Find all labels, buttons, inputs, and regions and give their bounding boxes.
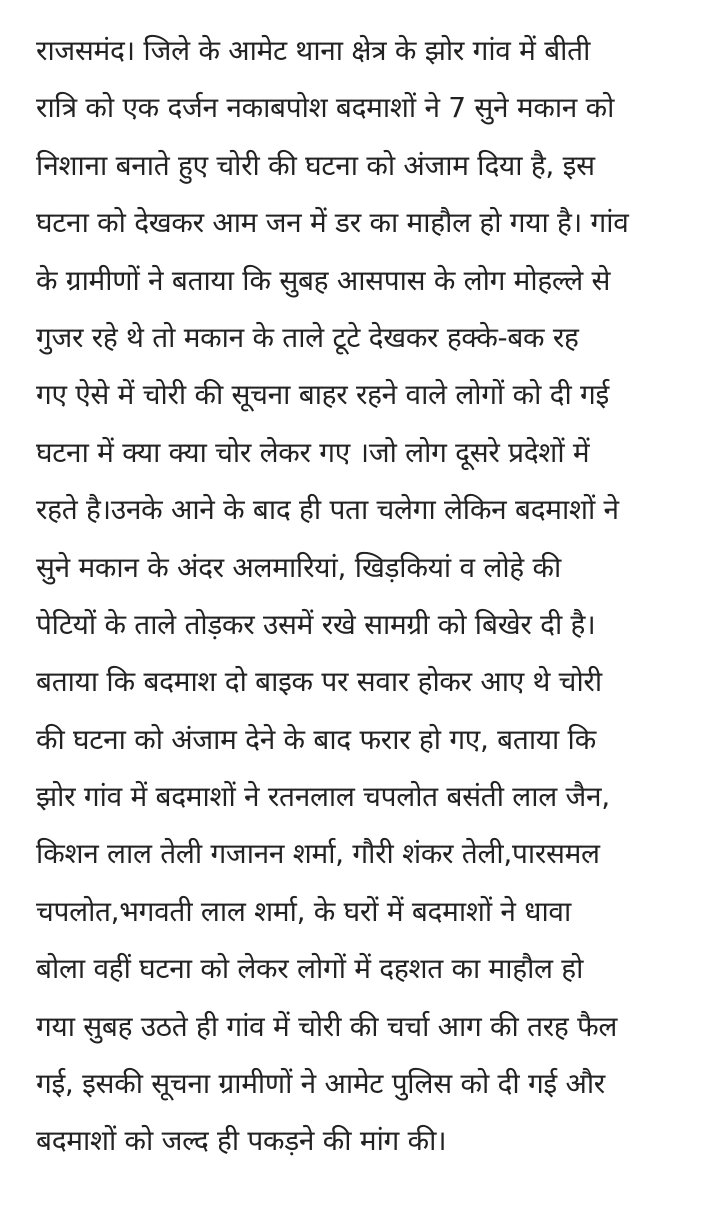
article-line: बताया कि बदमाश दो बाइक पर सवार होकर आए थे चोरी	[36, 665, 602, 699]
article-line: की घटना को अंजाम देने के बाद फरार हो गए, बताया कि	[36, 722, 597, 756]
article-line: रहते है।उनके आने के बाद ही पता चलेगा लेकिन बदमाशों ने	[36, 493, 619, 527]
article-line: राजसमंद। जिले के आमेट थाना क्षेत्र के झोर गांव में बीती	[36, 34, 591, 67]
article-line: गई, इसकी सूचना ग्रामीणों ने आमेट पुलिस को दी गई और	[36, 1067, 605, 1101]
article-line: गया सुबह उठते ही गांव में चोरी की चर्चा आग की तरह फैल	[36, 1009, 618, 1043]
article-line: रात्रि को एक दर्जन नकाबपोश बदमाशों ने 7 सुने मकान को	[36, 91, 615, 125]
article-line: घटना में क्या क्या चोर लेकर गए ।जो लोग दूसरे प्रदेशों में	[36, 435, 590, 469]
article-line: बदमाशों को जल्द ही पकड़ने की मांग की।	[36, 1124, 447, 1158]
article-line: निशाना बनाते हुए चोरी की घटना को अंजाम दिया है, इस	[36, 148, 595, 182]
article-line: गुजर रहे थे तो मकान के ताले टूटे देखकर हक्के-बक रह	[36, 320, 579, 354]
article-line: के ग्रामीणों ने बताया कि सुबह आसपास के लोग मोहल्ले से	[36, 263, 611, 297]
article-line: घटना को देखकर आम जन में डर का माहौल हो गया है। गांव	[36, 206, 629, 240]
article-body	[36, 22, 686, 1170]
article-line: गए ऐसे में चोरी की सूचना बाहर रहने वाले लोगों को दी गई	[36, 378, 609, 412]
article-line: किशन लाल तेली गजानन शर्मा, गौरी शंकर तेली,पारसमल	[36, 837, 600, 871]
article-line: चपलोत,भगवती लाल शर्मा, के घरों में बदमाशों ने धावा	[36, 894, 571, 928]
article-line: झोर गांव में बदमाशों ने रतनलाल चपलोत बसंती लाल जैन,	[36, 780, 610, 814]
article-line: पेटियों के ताले तोड़कर उसमें रखे सामग्री को बिखेर दी है।	[36, 607, 596, 641]
article-line: बोला वहीं घटना को लेकर लोगों में दहशत का माहौल हो	[36, 952, 584, 986]
article-line: सुने मकान के अंदर अलमारियां, खिड़कियां व लोहे की	[36, 550, 561, 584]
